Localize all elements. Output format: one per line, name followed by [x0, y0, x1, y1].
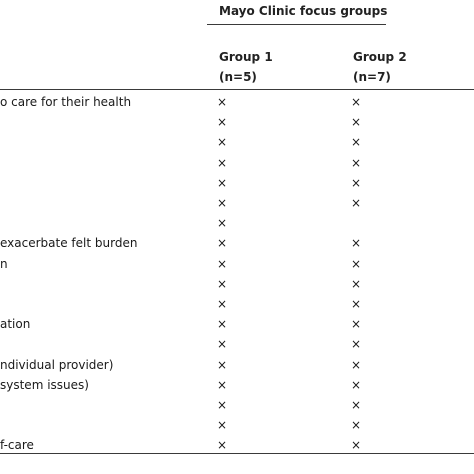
spanner-rule	[207, 24, 386, 25]
group1-mark: ×	[217, 176, 228, 190]
table-row	[0, 233, 474, 253]
table-row	[0, 314, 474, 334]
group2-n: (n=7)	[353, 70, 391, 84]
group2-mark: ×	[351, 297, 362, 311]
table-row	[0, 254, 474, 274]
group1-mark: ×	[217, 216, 228, 230]
group2-mark: ×	[351, 236, 362, 250]
group2-mark: ×	[351, 176, 362, 190]
group2-mark: ×	[351, 317, 362, 331]
table-row	[0, 213, 474, 233]
table-row	[0, 395, 474, 415]
group2-mark: ×	[351, 438, 362, 452]
table-row	[0, 132, 474, 152]
group1-mark: ×	[217, 257, 228, 271]
group1-mark: ×	[217, 236, 228, 250]
table-row	[0, 153, 474, 173]
table-row	[0, 415, 474, 435]
group2-mark: ×	[351, 418, 362, 432]
group2-mark: ×	[351, 257, 362, 271]
row-label: exacerbate felt burden	[0, 236, 138, 250]
group2-header: Group 2	[353, 50, 407, 64]
row-label: o care for their health	[0, 95, 132, 109]
group2-mark: ×	[351, 378, 362, 392]
table-row	[0, 112, 474, 132]
group2-mark: ×	[351, 358, 362, 372]
group1-mark: ×	[217, 398, 228, 412]
group1-header: Group 1	[219, 50, 273, 64]
group1-mark: ×	[217, 438, 228, 452]
column-spanner-header: Mayo Clinic focus groups	[219, 4, 388, 18]
group1-mark: ×	[217, 277, 228, 291]
group2-mark: ×	[351, 277, 362, 291]
group2-mark: ×	[351, 156, 362, 170]
group1-n: (n=5)	[219, 70, 257, 84]
group1-mark: ×	[217, 135, 228, 149]
table-row	[0, 173, 474, 193]
table-row	[0, 355, 474, 375]
group2-mark: ×	[351, 135, 362, 149]
table-row	[0, 92, 474, 112]
table-row	[0, 375, 474, 395]
group1-mark: ×	[217, 337, 228, 351]
group2-mark: ×	[351, 398, 362, 412]
row-label: n	[0, 257, 8, 271]
group1-mark: ×	[217, 115, 228, 129]
table-row	[0, 294, 474, 314]
group1-mark: ×	[217, 297, 228, 311]
group1-mark: ×	[217, 418, 228, 432]
group1-mark: ×	[217, 156, 228, 170]
table-row	[0, 435, 474, 455]
group2-mark: ×	[351, 115, 362, 129]
group2-mark: ×	[351, 337, 362, 351]
group1-mark: ×	[217, 196, 228, 210]
group1-mark: ×	[217, 317, 228, 331]
row-label: f-care	[0, 438, 34, 452]
table-row	[0, 193, 474, 213]
group2-mark: ×	[351, 196, 362, 210]
group2-mark: ×	[351, 95, 362, 109]
row-label: system issues)	[0, 378, 89, 392]
row-label: ndividual provider)	[0, 358, 114, 372]
row-label: ation	[0, 317, 31, 331]
table-row	[0, 274, 474, 294]
table-row	[0, 334, 474, 354]
group1-mark: ×	[217, 95, 228, 109]
header-rule	[0, 89, 474, 90]
bottom-rule	[0, 453, 474, 454]
group1-mark: ×	[217, 378, 228, 392]
group1-mark: ×	[217, 358, 228, 372]
